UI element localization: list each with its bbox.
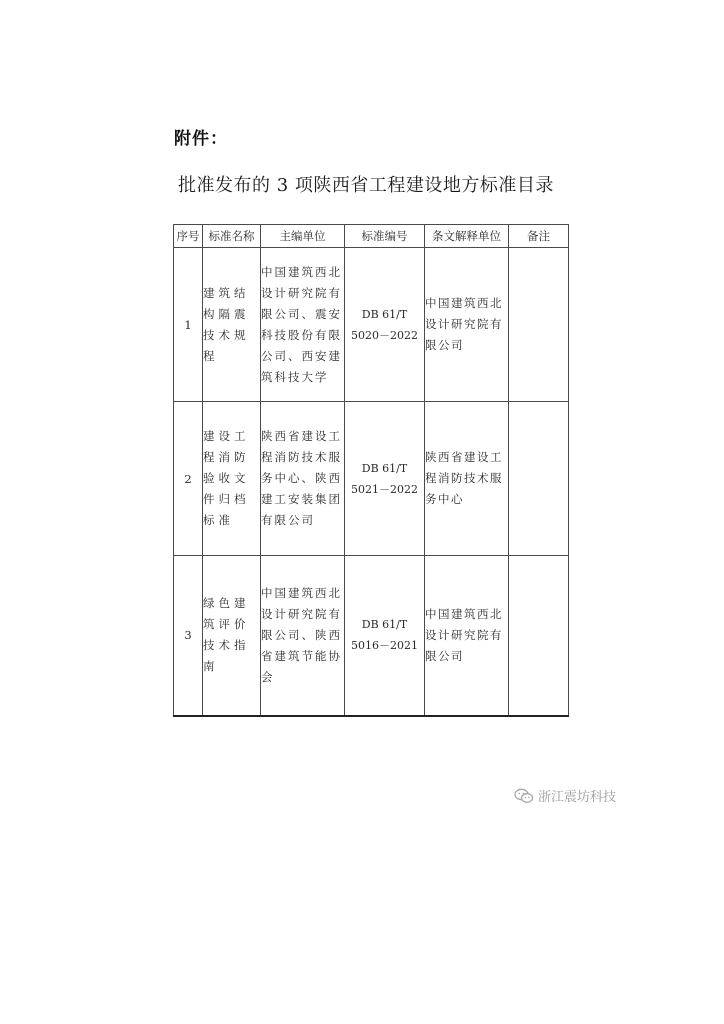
standard-name: 建筑结构隔震技术规程 [203, 248, 261, 402]
standard-code [345, 248, 425, 402]
standard-code [345, 556, 425, 716]
standard-code-number: 5016－2021 [351, 639, 418, 653]
table-row [174, 556, 569, 716]
standard-code-number: 5021－2022 [351, 482, 418, 496]
header-name: 标准名称 [203, 225, 261, 248]
standard-code-number: 5020－2022 [351, 328, 418, 342]
header-explain: 条文解释单位 [425, 225, 509, 248]
remark-cell [509, 402, 569, 556]
watermark-text: 浙江震坊科技 [538, 790, 617, 805]
row-number: 1 [174, 248, 203, 402]
header-editor: 主编单位 [261, 225, 345, 248]
standard-code [345, 402, 425, 556]
header-remark: 备注 [509, 225, 569, 248]
editor-unit: 中国建筑西北设计研究院有限公司、陕西省建筑节能协会 [261, 556, 345, 716]
table-header-row [174, 225, 569, 248]
remark-cell [509, 556, 569, 716]
standards-table [173, 224, 569, 717]
header-num: 序号 [174, 225, 203, 248]
standard-name: 建设工程消防验收文件归档标准 [203, 402, 261, 556]
watermark [514, 786, 616, 805]
standard-code-prefix: DB 61/T [361, 461, 408, 475]
document-title: 批准发布的 3 项陕西省工程建设地方标准目录 [178, 175, 554, 196]
wechat-icon [514, 788, 534, 804]
table-row [174, 402, 569, 556]
explanation-unit: 中国建筑西北设计研究院有限公司 [425, 556, 509, 716]
editor-unit: 中国建筑西北设计研究院有限公司、震安科技股份有限公司、西安建筑科技大学 [261, 248, 345, 402]
row-number: 2 [174, 402, 203, 556]
explanation-unit: 中国建筑西北设计研究院有限公司 [425, 248, 509, 402]
header-code: 标准编号 [345, 225, 425, 248]
row-number: 3 [174, 556, 203, 716]
remark-cell [509, 248, 569, 402]
standard-code-prefix: DB 61/T [361, 307, 408, 321]
editor-unit: 陕西省建设工程消防技术服务中心、陕西建工安装集团有限公司 [261, 402, 345, 556]
explanation-unit: 陕西省建设工程消防技术服务中心 [425, 402, 509, 556]
standard-name: 绿色建筑评价技术指南 [203, 556, 261, 716]
table-row [174, 248, 569, 402]
attachment-label: 附件： [174, 129, 228, 149]
standard-code-prefix: DB 61/T [361, 618, 408, 632]
